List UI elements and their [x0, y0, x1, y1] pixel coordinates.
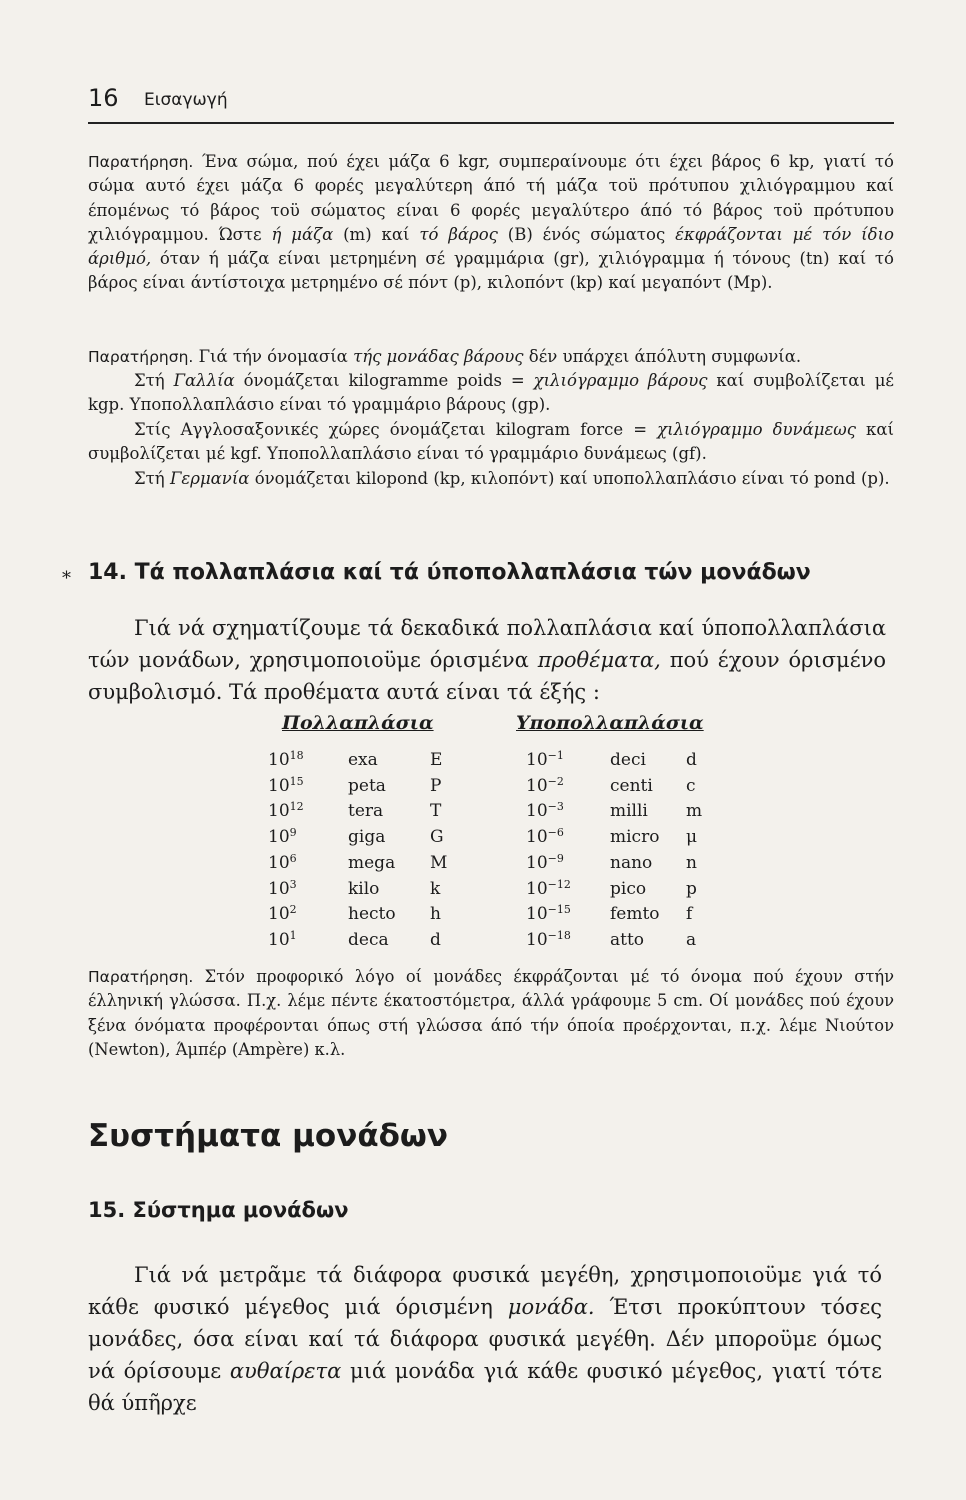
mult-symbol: h [430, 904, 441, 925]
sub-power [526, 853, 564, 873]
power-exponent: −9 [547, 851, 564, 865]
sub-symbol: p [686, 878, 697, 899]
sub-power [526, 776, 564, 796]
power-base: 10 [526, 904, 548, 925]
power-exponent: 12 [289, 800, 304, 814]
note-label: Παρατήρηση. [88, 968, 194, 986]
power-exponent: 3 [289, 877, 297, 891]
prefix-row [0, 904, 966, 930]
prefix-row [0, 776, 966, 802]
power-base: 10 [526, 750, 548, 770]
section-14-intro: Γιά νά σχηματίζουμε τά δεκαδικά πολλαπλάσια καί ύποπολλαπλάσια τών μονάδων, χρησιμοποιοϋμε όρισμένα προθέματα, πού έχουν όρισμένο συμβολισμό. Τά προθέματα αυτά είναι τά έξής : [88, 616, 886, 704]
mult-name: deca [348, 929, 389, 950]
mult-symbol: P [430, 775, 442, 796]
power-exponent: −18 [547, 928, 571, 942]
power-base: 10 [526, 878, 548, 899]
sub-name: femto [610, 904, 660, 925]
mult-power [268, 930, 297, 950]
mult-symbol: T [430, 801, 442, 822]
prefix-row [0, 853, 966, 879]
mult-symbol: d [430, 929, 441, 950]
note-label: Παρατήρηση. [88, 153, 194, 171]
mult-symbol: k [430, 878, 441, 899]
sub-symbol: c [686, 775, 696, 796]
sub-symbol: a [686, 929, 697, 950]
sub-power [526, 827, 564, 847]
note-label: Παρατήρηση. [88, 348, 194, 366]
power-exponent: 2 [289, 903, 297, 917]
mult-name: peta [348, 775, 386, 796]
mult-power [268, 853, 297, 873]
submultiples-header: Υποπολλαπλάσια [516, 712, 704, 734]
mult-power [268, 750, 304, 770]
note-anglosaxon: Στίς Αγγλοσαξονικές χώρες όνομάζεται kilogram force = χιλιόγραμμο δυνάμεως καί συμβολίζεται μέ kgf. Υποπολλαπλάσιο είναι τό γραμμάριο δυνάμεως (gf). [88, 420, 894, 464]
sub-power [526, 879, 571, 899]
power-base: 10 [268, 878, 290, 899]
power-base: 10 [268, 775, 290, 796]
power-exponent: 9 [289, 826, 297, 840]
note-germany: Στή Γερμανία όνομάζεται kilopond (kp, κιλοπόντ) καί υποπολλαπλάσιο είναι τό pond (p). [134, 469, 890, 488]
prefix-row [0, 879, 966, 905]
prefix-row [0, 930, 966, 956]
section-15-body: Γιά νά μετρᾶμε τά διάφορα φυσικά μεγέθη, χρησιμοποιοϋμε γιά τό κάθε φυσικό μέγεθος μιά όρισμένη μονάδα. Έτσι προκύπτουν τόσες μονάδες, όσα είναι καί τά διάφορα φυσικά μεγέθη. Δέν μποροϋμε όμως νά όρίσουμε αυθαίρετα μιά μονάδα γιά κάθε φυσικό μέγεθος, γιατί τότε θά ύπῆρχε [88, 1263, 883, 1415]
mult-symbol: E [430, 750, 443, 770]
sub-name: atto [610, 929, 645, 950]
power-exponent: 15 [289, 774, 304, 788]
mult-name: hecto [348, 904, 396, 925]
power-exponent: 18 [289, 749, 304, 762]
power-base: 10 [268, 929, 290, 950]
mult-name: kilo [348, 878, 380, 899]
running-title: Εισαγωγή [144, 90, 228, 110]
mult-name: giga [348, 827, 386, 848]
multiples-header: Πολλαπλάσια [282, 712, 434, 734]
prefix-row [0, 750, 966, 776]
mult-symbol: G [430, 827, 444, 848]
chapter-title: Συστήματα μονάδων [88, 1118, 448, 1154]
sub-symbol: f [686, 904, 693, 925]
power-base: 10 [268, 801, 290, 822]
sub-name: centi [610, 775, 653, 796]
sub-name: nano [610, 852, 653, 873]
prefix-row [0, 827, 966, 853]
prefix-row [0, 801, 966, 827]
power-exponent: −1 [547, 749, 564, 762]
mult-power [268, 879, 297, 899]
sub-power [526, 904, 571, 924]
mult-power [268, 827, 297, 847]
power-exponent: 6 [289, 851, 297, 865]
power-base: 10 [268, 852, 290, 873]
sub-power [526, 750, 564, 770]
sub-symbol: μ [686, 827, 698, 848]
power-base: 10 [526, 775, 548, 796]
sub-power [526, 801, 564, 821]
sub-symbol: d [686, 750, 697, 770]
sub-power [526, 930, 571, 950]
power-exponent: −3 [547, 800, 564, 814]
power-base: 10 [268, 827, 290, 848]
sub-name: milli [610, 801, 648, 822]
note-mass-weight: Παρατήρηση. Ένα σώμα, πού έχει μάζα 6 kgr, συμπεραίνουμε ότι έχει βάρος 6 kp, γιατί τό σώμα αυτό έχει μάζα 6 φορές μεγαλύτερη άπό τή μάζα τοϋ πρότυπου χιλιόγραμμου καί έπομένως τό βάρος τοϋ σώματος είναι 6 φορές μεγαλύτερο άπό τό βάρος τοϋ πρότυπου χιλιόγραμμου. Ώστε ή μάζα (m) καί τό βάρος (Β) ένός σώματος έκφράζονται μέ τόν ίδιο άριθμό, όταν ή μάζα είναι μετρημένη σέ γραμμάρια (gr), χιλιόγραμμα ή τόνους (tn) καί τό βάρος είναι άντίστοιχα μετρημένο σέ πόντ (p), κιλοπόντ (kp) καί μεγαπόντ (Mp). [88, 152, 894, 293]
mult-name: exa [348, 750, 378, 770]
sub-symbol: m [686, 801, 703, 822]
sub-name: micro [610, 827, 660, 848]
mult-symbol: M [430, 852, 448, 873]
power-exponent: −15 [547, 903, 571, 917]
mult-power [268, 904, 297, 924]
power-base: 10 [268, 904, 290, 925]
power-base: 10 [526, 801, 548, 822]
power-exponent: 1 [289, 928, 297, 942]
note-pronunciation: Παρατήρηση. Στόν προφορικό λόγο οί μονάδες έκφράζονται μέ τό όνομα πού έχουν στήν έλληνική γλώσσα. Π.χ. λέμε πέντε έκατοστόμετρα, άλλά γράφουμε 5 cm. Οί μονάδες πού έχουν ξένα όνόματα προφέρονται όπως στή γλώσσα άπό τήν όποία προέρχονται, π.χ. λέμε Νιούτον (Newton), Άμπέρ (Ampère) κ.λ. [88, 967, 894, 1059]
power-base: 10 [526, 827, 548, 848]
mult-power [268, 776, 304, 796]
section-star-marker: * [62, 568, 71, 589]
page-number: 16 [88, 84, 119, 112]
sub-name: pico [610, 878, 647, 899]
power-base: 10 [268, 750, 290, 770]
mult-power [268, 801, 304, 821]
power-base: 10 [526, 929, 548, 950]
power-base: 10 [526, 852, 548, 873]
power-exponent: −6 [547, 826, 564, 840]
power-exponent: −2 [547, 774, 564, 788]
note-weight-unit-naming: Παρατήρηση. Γιά τήν όνομασία τής μονάδας βάρους δέν υπάρχει άπόλυτη συμφωνία. [88, 347, 802, 366]
sub-symbol: n [686, 852, 697, 873]
power-exponent: −12 [547, 877, 571, 891]
mult-name: tera [348, 801, 384, 822]
section-14-heading: 14. Τά πολλαπλάσια καί τά ύποπολλαπλάσια τών μονάδων [88, 560, 811, 585]
note-france: Στή Γαλλία όνομάζεται kilogramme poids = χιλιόγραμμο βάρους καί συμβολίζεται μέ kgp. Υποπολλαπλάσιο είναι τό γραμμάριο βάρους (gp). [88, 371, 894, 415]
sub-name: deci [610, 750, 646, 770]
section-15-heading: 15. Σύστημα μονάδων [88, 1198, 349, 1222]
mult-name: mega [348, 852, 396, 873]
page-header [88, 84, 894, 124]
